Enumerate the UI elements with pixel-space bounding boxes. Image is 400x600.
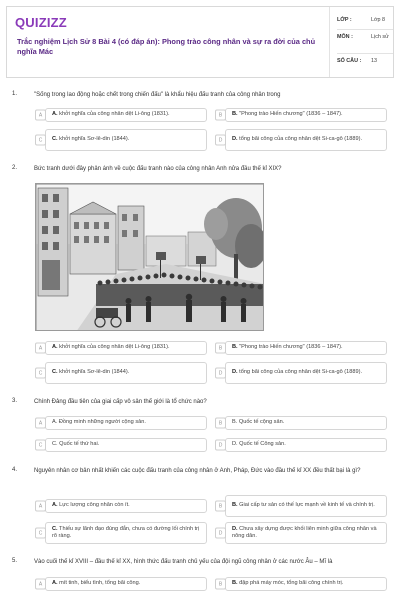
- option-3b[interactable]: B B. Quốc tế cộng sản.: [215, 416, 387, 430]
- option-1c[interactable]: C C. khởi nghĩa Sơ-lê-din (1844).: [35, 129, 207, 151]
- option-4a[interactable]: A A. Lực lượng công nhân còn ít.: [35, 499, 207, 513]
- option-letter-badge: C: [35, 368, 46, 379]
- question-text: Bức tranh dưới đây phản ánh về cuộc đấu tranh nào của công nhân Anh nửa đầu thế kỉ XIX?: [34, 166, 282, 172]
- option-2c[interactable]: C C. khởi nghĩa Sơ-lê-din (1844).: [35, 362, 207, 384]
- option-letter-badge: A: [35, 501, 46, 512]
- option-letter-badge: B: [215, 579, 226, 590]
- option-4b[interactable]: B B. Giai cấp tư sản có thế lực mạnh về kinh tế và chính trị.: [215, 495, 387, 517]
- option-1b[interactable]: B B. "Phong trào Hiến chương" (1836 – 1847).: [215, 108, 387, 122]
- option-letter-badge: C: [35, 135, 46, 146]
- option-1a[interactable]: A A. khởi nghĩa của công nhân dệt Li-ông (1831).: [35, 108, 207, 122]
- option-3a[interactable]: A A. Đồng minh những người cộng sản.: [35, 416, 207, 430]
- quizizz-logo: QUIZIZZ: [15, 15, 67, 30]
- option-letter-badge: D: [215, 528, 226, 539]
- option-letter-badge: C: [35, 440, 46, 451]
- option-4d[interactable]: D D. Chưa xây dựng được khối liên minh giữa công nhân và nông dân.: [215, 522, 387, 544]
- chartist-procession-illustration: [36, 184, 264, 331]
- option-1d[interactable]: D D. tổng bãi công của công nhân dệt Si-ca-gô (1889).: [215, 129, 387, 151]
- question-number: 2.: [12, 165, 18, 171]
- option-2b[interactable]: B B. "Phong trào Hiến chương" (1836 – 1847).: [215, 341, 387, 355]
- option-letter-badge: A: [35, 110, 46, 121]
- option-letter-badge: B: [215, 343, 226, 354]
- header-divider: [329, 7, 330, 77]
- option-letter-badge: C: [35, 528, 46, 539]
- option-4c[interactable]: C C. Thiếu sự lãnh đạo đúng đắn, chưa có đường lối chính trị rõ ràng.: [35, 522, 207, 544]
- meta-divider: [337, 53, 393, 54]
- meta-divider: [337, 29, 393, 30]
- question-text: Chính Đảng đầu tiên của giai cấp vô sản thế giới là tổ chức nào?: [34, 399, 207, 405]
- question-number: 5.: [12, 558, 18, 564]
- option-letter-badge: B: [215, 501, 226, 512]
- option-letter-badge: D: [215, 368, 226, 379]
- historical-engraving-image: [35, 183, 264, 331]
- option-letter-badge: D: [215, 440, 226, 451]
- option-2a[interactable]: A A. khởi nghĩa của công nhân dệt Li-ông (1831).: [35, 341, 207, 355]
- question-number: 1.: [12, 91, 18, 97]
- quiz-header: QUIZIZZ Trắc nghiệm Lịch Sử 8 Bài 4 (có đáp án): Phong trào công nhân và sự ra đời của chủ nghĩa Mác LỚP : Lớp 8 MÔN : Lịch sử SỐ CÂU : 13: [6, 6, 394, 78]
- question-number: 4.: [12, 467, 18, 473]
- option-letter-badge: A: [35, 418, 46, 429]
- option-letter-badge: B: [215, 110, 226, 121]
- page-title: Trắc nghiệm Lịch Sử 8 Bài 4 (có đáp án): Phong trào công nhân và sự ra đời của chủ nghĩa Mác: [17, 37, 316, 56]
- question-text: "Sống trong lao động hoặc chết trong chiến đấu" là khẩu hiệu đấu tranh của công nhân trong: [34, 92, 281, 98]
- question-text: Vào cuối thế kỉ XVIII – đầu thế kỉ XX, hình thức đấu tranh chủ yếu của đội ngũ công nhân ở các nước Âu – Mĩ là: [34, 559, 333, 565]
- option-letter-badge: B: [215, 418, 226, 429]
- option-letter-badge: D: [215, 135, 226, 146]
- option-5b[interactable]: B B. đập phá máy móc, tổng bãi công chính trị.: [215, 577, 387, 591]
- question-text: Nguyên nhân cơ bản nhất khiến các cuộc đấu tranh của công nhân ở Anh, Pháp, Đức vào đầu thế kỉ XX đều thất bại là gì?: [34, 468, 361, 474]
- option-3d[interactable]: D D. Quốc tế Công sản.: [215, 438, 387, 452]
- option-3c[interactable]: C C. Quốc tế thứ hai.: [35, 438, 207, 452]
- option-5a[interactable]: A A. mít tinh, biểu tình, tổng bãi công.: [35, 577, 207, 591]
- option-letter-badge: A: [35, 343, 46, 354]
- option-2d[interactable]: D D. tổng bãi công của công nhân dệt Si-ca-gô (1889).: [215, 362, 387, 384]
- option-letter-badge: A: [35, 579, 46, 590]
- question-number: 3.: [12, 398, 18, 404]
